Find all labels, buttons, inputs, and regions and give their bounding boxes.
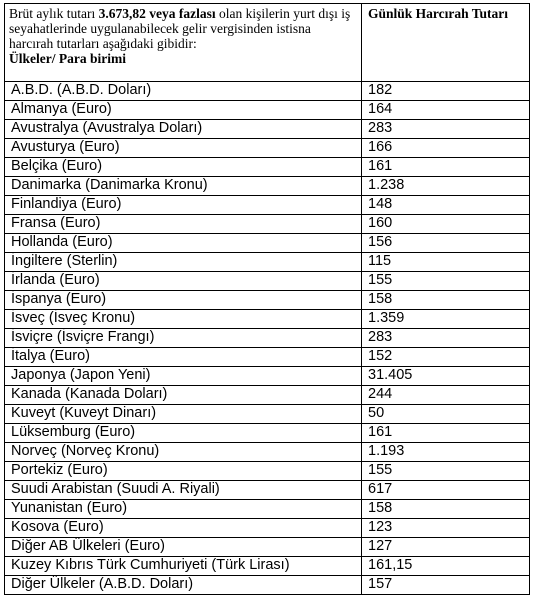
country-cell: Belçika (Euro) bbox=[5, 158, 362, 177]
table-row bbox=[5, 101, 530, 120]
allowance-table bbox=[4, 3, 530, 595]
amount-cell: 283 bbox=[362, 329, 530, 348]
country-cell: A.B.D. (A.B.D. Doları) bbox=[5, 82, 362, 101]
table-row bbox=[5, 443, 530, 462]
amount-cell: 50 bbox=[362, 405, 530, 424]
table-row bbox=[5, 329, 530, 348]
table-row bbox=[5, 538, 530, 557]
amount-cell: 155 bbox=[362, 272, 530, 291]
amount-cell: 31.405 bbox=[362, 367, 530, 386]
country-cell: Yunanistan (Euro) bbox=[5, 500, 362, 519]
amount-cell: 1.193 bbox=[362, 443, 530, 462]
amount-cell: 283 bbox=[362, 120, 530, 139]
country-cell: Norveç (Norveç Kronu) bbox=[5, 443, 362, 462]
amount-cell: 182 bbox=[362, 82, 530, 101]
amount-cell: 157 bbox=[362, 576, 530, 595]
table-row bbox=[5, 386, 530, 405]
amount-cell: 161,15 bbox=[362, 557, 530, 576]
header-countries-cell bbox=[5, 4, 362, 82]
country-cell: Hollanda (Euro) bbox=[5, 234, 362, 253]
country-cell: İrlanda (Euro) bbox=[5, 272, 362, 291]
table-row bbox=[5, 120, 530, 139]
table-row bbox=[5, 367, 530, 386]
table-row bbox=[5, 291, 530, 310]
table-row bbox=[5, 424, 530, 443]
header-daily-allowance-cell bbox=[362, 4, 530, 82]
country-cell: İtalya (Euro) bbox=[5, 348, 362, 367]
amount-cell: 166 bbox=[362, 139, 530, 158]
countries-column-label: Ülkeler/ Para birimi bbox=[9, 51, 126, 66]
table-row bbox=[5, 405, 530, 424]
amount-cell: 127 bbox=[362, 538, 530, 557]
country-cell: Diğer Ülkeler (A.B.D. Doları) bbox=[5, 576, 362, 595]
country-cell: Avusturya (Euro) bbox=[5, 139, 362, 158]
amount-cell: 158 bbox=[362, 500, 530, 519]
amount-cell: 161 bbox=[362, 158, 530, 177]
table-row bbox=[5, 481, 530, 500]
amount-cell: 161 bbox=[362, 424, 530, 443]
amount-cell: 152 bbox=[362, 348, 530, 367]
table-row bbox=[5, 576, 530, 595]
table-row bbox=[5, 462, 530, 481]
amount-cell: 158 bbox=[362, 291, 530, 310]
daily-allowance-column-label: Günlük Harcırah Tutarı bbox=[368, 6, 509, 21]
table-row bbox=[5, 177, 530, 196]
amount-cell: 123 bbox=[362, 519, 530, 538]
table-header-row bbox=[5, 4, 530, 82]
header-intro-rest: olan kişilerin yurt dışı iş seyahatlerinde uygulanabilecek gelir vergisinden istisna harcırah tutarları aşağıdaki gibidir: bbox=[9, 6, 351, 51]
country-cell: Danimarka (Danimarka Kronu) bbox=[5, 177, 362, 196]
table-row bbox=[5, 234, 530, 253]
country-cell: İngiltere (Sterlin) bbox=[5, 253, 362, 272]
country-cell: Kanada (Kanada Doları) bbox=[5, 386, 362, 405]
table-row bbox=[5, 139, 530, 158]
amount-cell: 155 bbox=[362, 462, 530, 481]
table-row bbox=[5, 215, 530, 234]
country-cell: Diğer AB Ülkeleri (Euro) bbox=[5, 538, 362, 557]
header-intro-bold: veya fazlası bbox=[145, 6, 216, 21]
amount-cell: 164 bbox=[362, 101, 530, 120]
country-cell: İsviçre (İsviçre Frangı) bbox=[5, 329, 362, 348]
table-row bbox=[5, 272, 530, 291]
amount-cell: 1.359 bbox=[362, 310, 530, 329]
country-cell: İspanya (Euro) bbox=[5, 291, 362, 310]
country-cell: Kuveyt (Kuveyt Dinarı) bbox=[5, 405, 362, 424]
table-row bbox=[5, 82, 530, 101]
allowance-table-body bbox=[5, 4, 530, 595]
country-cell: Kuzey Kıbrıs Türk Cumhuriyeti (Türk Lirası) bbox=[5, 557, 362, 576]
country-cell: Fransa (Euro) bbox=[5, 215, 362, 234]
header-intro-text: Brüt aylık tutarı bbox=[9, 6, 99, 21]
country-cell: Lüksemburg (Euro) bbox=[5, 424, 362, 443]
country-cell: Almanya (Euro) bbox=[5, 101, 362, 120]
amount-cell: 148 bbox=[362, 196, 530, 215]
country-cell: Finlandiya (Euro) bbox=[5, 196, 362, 215]
amount-cell: 617 bbox=[362, 481, 530, 500]
amount-cell: 244 bbox=[362, 386, 530, 405]
header-amount: 3.673,82 bbox=[98, 6, 146, 21]
country-cell: Suudi Arabistan (Suudi A. Riyali) bbox=[5, 481, 362, 500]
table-row bbox=[5, 253, 530, 272]
table-row bbox=[5, 158, 530, 177]
country-cell: Avustralya (Avustralya Doları) bbox=[5, 120, 362, 139]
table-row bbox=[5, 500, 530, 519]
country-cell: Kosova (Euro) bbox=[5, 519, 362, 538]
table-row bbox=[5, 348, 530, 367]
table-row bbox=[5, 519, 530, 538]
country-cell: Japonya (Japon Yeni) bbox=[5, 367, 362, 386]
table-row bbox=[5, 310, 530, 329]
table-row bbox=[5, 196, 530, 215]
amount-cell: 156 bbox=[362, 234, 530, 253]
amount-cell: 115 bbox=[362, 253, 530, 272]
amount-cell: 1.238 bbox=[362, 177, 530, 196]
amount-cell: 160 bbox=[362, 215, 530, 234]
country-cell: İsveç (İsveç Kronu) bbox=[5, 310, 362, 329]
table-row bbox=[5, 557, 530, 576]
country-cell: Portekiz (Euro) bbox=[5, 462, 362, 481]
